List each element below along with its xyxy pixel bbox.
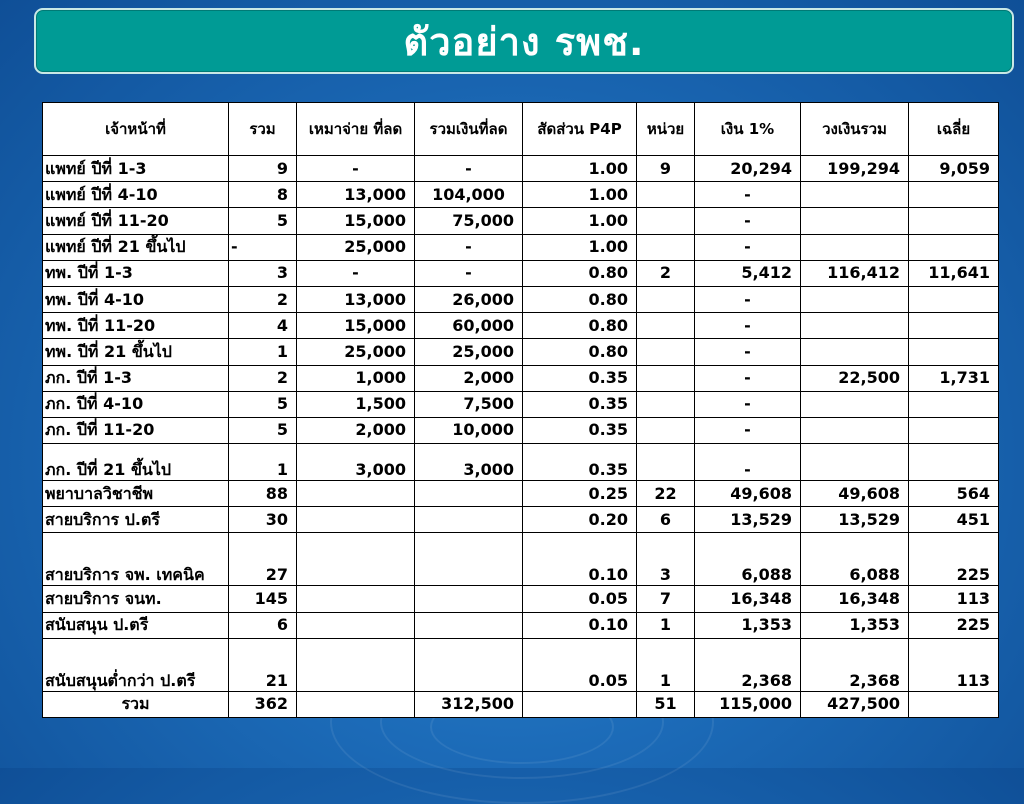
cell-units [637,286,695,312]
table-row [43,365,999,391]
cell-lump-sum: - [297,156,415,182]
cell-lump-sum: 13,000 [297,182,415,208]
cell-total-budget: 2,368 [801,638,909,691]
cell-lump-sum [297,507,415,533]
cell-units [637,182,695,208]
cell-staff: พยาบาลวิชาชีพ [43,481,229,507]
cell-count: 5 [229,208,297,234]
cell-average: 225 [909,533,999,586]
cell-total-reduced: 60,000 [415,313,523,339]
cell-count: 6 [229,612,297,638]
table-row [43,533,999,586]
cell-total-reduced: 2,000 [415,365,523,391]
cell-one-percent: 2,368 [695,638,801,691]
cell-one-percent: - [695,444,801,481]
cell-total-reduced: - [415,234,523,260]
cell-total-budget: 1,353 [801,612,909,638]
cell-lump-sum [297,533,415,586]
total-cell-lump-sum [297,691,415,717]
table-row [43,417,999,443]
table-row [43,444,999,481]
cell-one-percent: 49,608 [695,481,801,507]
cell-p4p-ratio: 1.00 [523,208,637,234]
cell-total-budget: 22,500 [801,365,909,391]
total-cell-total-budget: 427,500 [801,691,909,717]
cell-staff: สายบริการ ป.ตรี [43,507,229,533]
cell-count: 88 [229,481,297,507]
total-cell-average [909,691,999,717]
table-row [43,208,999,234]
cell-average: 225 [909,612,999,638]
table-row [43,391,999,417]
cell-staff: ทพ. ปีที่ 1-3 [43,260,229,286]
cell-units [637,339,695,365]
cell-average [909,182,999,208]
table-row [43,234,999,260]
cell-total-budget [801,391,909,417]
table-row [43,182,999,208]
cell-p4p-ratio: 0.35 [523,365,637,391]
cell-average: 113 [909,586,999,612]
cell-average: 11,641 [909,260,999,286]
cell-total-reduced: 7,500 [415,391,523,417]
cell-total-budget [801,208,909,234]
cell-lump-sum: 1,000 [297,365,415,391]
title-banner [34,8,1014,74]
table-row [43,586,999,612]
cell-count: 8 [229,182,297,208]
header-units: หน่วย [637,103,695,156]
total-cell-staff: รวม [43,691,229,717]
header-total-budget: วงเงินรวม [801,103,909,156]
cell-total-reduced: 10,000 [415,417,523,443]
cell-staff: ภก. ปีที่ 1-3 [43,365,229,391]
table-row [43,638,999,691]
header-one-percent: เงิน 1% [695,103,801,156]
cell-staff: สายบริการ จนท. [43,586,229,612]
cell-one-percent: 1,353 [695,612,801,638]
cell-total-reduced: 104,000 [415,182,523,208]
table-header-row [43,103,999,156]
cell-total-budget: 13,529 [801,507,909,533]
cell-one-percent: - [695,234,801,260]
cell-units: 3 [637,533,695,586]
table-row [43,260,999,286]
cell-count: 30 [229,507,297,533]
cell-p4p-ratio: 1.00 [523,182,637,208]
cell-units: 7 [637,586,695,612]
cell-staff: ภก. ปีที่ 21 ขึ้นไป [43,444,229,481]
total-cell-count: 362 [229,691,297,717]
header-total: รวม [229,103,297,156]
cell-count: - [229,234,297,260]
cell-p4p-ratio: 0.05 [523,638,637,691]
cell-one-percent: 5,412 [695,260,801,286]
table-row [43,313,999,339]
cell-one-percent: - [695,208,801,234]
cell-total-budget [801,234,909,260]
cell-staff: แพทย์ ปีที่ 21 ขึ้นไป [43,234,229,260]
cell-p4p-ratio: 1.00 [523,234,637,260]
cell-p4p-ratio: 0.10 [523,612,637,638]
cell-average [909,234,999,260]
table-row [43,156,999,182]
header-staff: เจ้าหน้าที่ [43,103,229,156]
cell-lump-sum: 25,000 [297,234,415,260]
cell-p4p-ratio: 0.10 [523,533,637,586]
cell-total-budget [801,417,909,443]
cell-average: 1,731 [909,365,999,391]
cell-total-budget: 6,088 [801,533,909,586]
cell-total-budget [801,313,909,339]
table-row [43,286,999,312]
cell-total-reduced: - [415,156,523,182]
table-row [43,481,999,507]
cell-total-reduced [415,612,523,638]
cell-count: 9 [229,156,297,182]
cell-p4p-ratio: 1.00 [523,156,637,182]
slide-title: ตัวอย่าง รพช. [403,19,645,64]
cell-staff: ทพ. ปีที่ 21 ขึ้นไป [43,339,229,365]
table-row [43,339,999,365]
cell-total-reduced [415,507,523,533]
cell-p4p-ratio: 0.25 [523,481,637,507]
cell-average: 9,059 [909,156,999,182]
cell-units [637,234,695,260]
cell-total-reduced: 3,000 [415,444,523,481]
cell-lump-sum: 3,000 [297,444,415,481]
cell-units: 9 [637,156,695,182]
header-average: เฉลี่ย [909,103,999,156]
cell-count: 1 [229,339,297,365]
cell-average [909,286,999,312]
cell-average: 564 [909,481,999,507]
cell-total-budget: 49,608 [801,481,909,507]
cell-units: 1 [637,612,695,638]
staff-allocation-table-container [42,102,998,718]
cell-units: 22 [637,481,695,507]
cell-staff: แพทย์ ปีที่ 1-3 [43,156,229,182]
cell-average [909,444,999,481]
cell-one-percent: - [695,286,801,312]
cell-staff: สายบริการ จพ. เทคนิค [43,533,229,586]
cell-count: 21 [229,638,297,691]
cell-one-percent: 6,088 [695,533,801,586]
cell-p4p-ratio: 0.35 [523,444,637,481]
total-cell-total-reduced: 312,500 [415,691,523,717]
cell-lump-sum [297,481,415,507]
cell-units [637,208,695,234]
cell-staff: ทพ. ปีที่ 4-10 [43,286,229,312]
cell-lump-sum: 2,000 [297,417,415,443]
cell-total-reduced: 26,000 [415,286,523,312]
cell-p4p-ratio: 0.80 [523,286,637,312]
cell-total-budget [801,286,909,312]
cell-average [909,339,999,365]
header-p4p-ratio: สัดส่วน P4P [523,103,637,156]
cell-p4p-ratio: 0.20 [523,507,637,533]
cell-lump-sum: 25,000 [297,339,415,365]
cell-total-reduced: 25,000 [415,339,523,365]
cell-one-percent: - [695,365,801,391]
cell-lump-sum [297,638,415,691]
staff-allocation-table [42,102,999,718]
cell-total-reduced: 75,000 [415,208,523,234]
cell-p4p-ratio: 0.35 [523,417,637,443]
cell-count: 4 [229,313,297,339]
header-total-reduced: รวมเงินที่ลด [415,103,523,156]
cell-p4p-ratio: 0.05 [523,586,637,612]
cell-staff: ทพ. ปีที่ 11-20 [43,313,229,339]
cell-average: 113 [909,638,999,691]
cell-total-budget [801,339,909,365]
cell-one-percent: - [695,339,801,365]
cell-lump-sum [297,586,415,612]
total-cell-one-percent: 115,000 [695,691,801,717]
cell-staff: ภก. ปีที่ 11-20 [43,417,229,443]
cell-count: 3 [229,260,297,286]
cell-one-percent: - [695,417,801,443]
cell-one-percent: - [695,313,801,339]
header-lump-sum-reduced: เหมาจ่าย ที่ลด [297,103,415,156]
cell-staff: ภก. ปีที่ 4-10 [43,391,229,417]
cell-total-reduced [415,533,523,586]
cell-average [909,313,999,339]
cell-units [637,365,695,391]
cell-lump-sum: 15,000 [297,208,415,234]
cell-units [637,391,695,417]
total-cell-p4p-ratio [523,691,637,717]
cell-units [637,313,695,339]
cell-p4p-ratio: 0.80 [523,339,637,365]
cell-count: 145 [229,586,297,612]
cell-average [909,417,999,443]
cell-lump-sum: 1,500 [297,391,415,417]
cell-lump-sum: 15,000 [297,313,415,339]
cell-staff: แพทย์ ปีที่ 11-20 [43,208,229,234]
cell-units: 2 [637,260,695,286]
cell-staff: สนับสนุนต่ำกว่า ป.ตรี [43,638,229,691]
total-cell-units: 51 [637,691,695,717]
cell-one-percent: 20,294 [695,156,801,182]
cell-p4p-ratio: 0.80 [523,313,637,339]
cell-count: 27 [229,533,297,586]
cell-average: 451 [909,507,999,533]
cell-count: 2 [229,286,297,312]
cell-average [909,208,999,234]
cell-lump-sum: 13,000 [297,286,415,312]
cell-p4p-ratio: 0.35 [523,391,637,417]
cell-total-budget: 199,294 [801,156,909,182]
cell-average [909,391,999,417]
cell-count: 5 [229,417,297,443]
cell-lump-sum [297,612,415,638]
cell-p4p-ratio: 0.80 [523,260,637,286]
cell-one-percent: - [695,182,801,208]
cell-total-budget: 116,412 [801,260,909,286]
cell-count: 2 [229,365,297,391]
cell-count: 5 [229,391,297,417]
cell-staff: สนับสนุน ป.ตรี [43,612,229,638]
cell-total-budget: 16,348 [801,586,909,612]
cell-one-percent: - [695,391,801,417]
cell-total-reduced [415,638,523,691]
cell-one-percent: 16,348 [695,586,801,612]
table-total-row [43,691,999,717]
cell-count: 1 [229,444,297,481]
table-row [43,612,999,638]
cell-units: 1 [637,638,695,691]
cell-units [637,444,695,481]
cell-total-budget [801,444,909,481]
cell-total-reduced: - [415,260,523,286]
cell-staff: แพทย์ ปีที่ 4-10 [43,182,229,208]
cell-units: 6 [637,507,695,533]
cell-total-reduced [415,481,523,507]
cell-total-reduced [415,586,523,612]
table-row [43,507,999,533]
cell-total-budget [801,182,909,208]
cell-one-percent: 13,529 [695,507,801,533]
cell-units [637,417,695,443]
cell-lump-sum: - [297,260,415,286]
